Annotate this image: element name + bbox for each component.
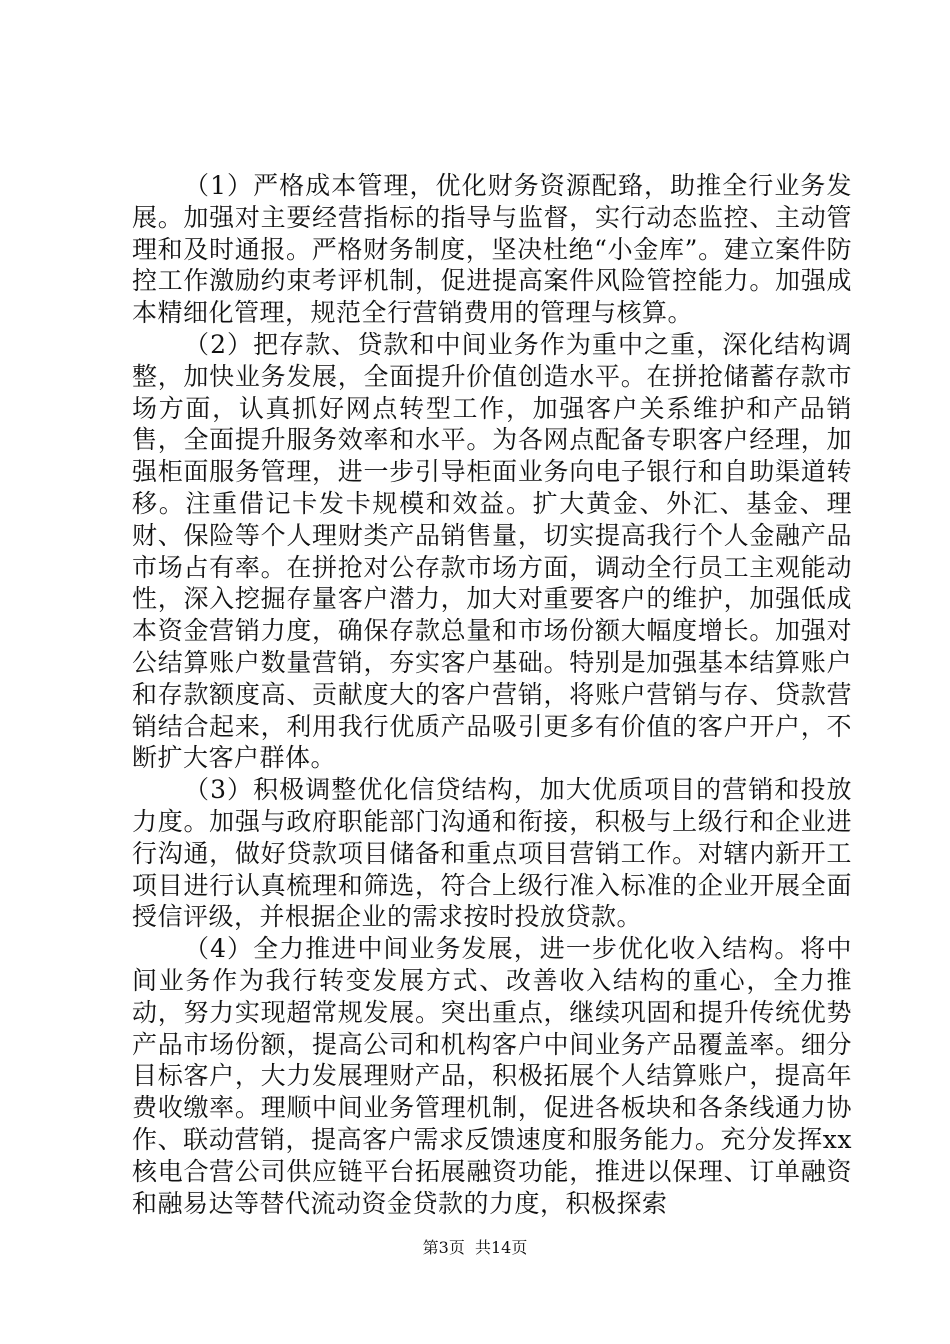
paragraph-2: （2）把存款、贷款和中间业务作为重中之重，深化结构调整，加快业务发展，全面提升价值创造水平。在拼抢储蓄存款市场方面，认真抓好网点转型工作，加强客户关系维护和产品销售，全面提升服务效率和水平。为各网点配备专职客户经理，加强柜面服务管理，进一步引导柜面业务向电子银行和自助渠道转移。注重借记卡发卡规模和效益。扩大黄金、外汇、基金、理财、保险等个人理财类产品销售量，切实提高我行个人金融产品市场占有率。在拼抢对公存款市场方面，调动全行员工主观能动性，深入挖掘存量客户潜力，加大对重要客户的维护，加强低成本资金营销力度，确保存款总量和市场份额大幅度增长。加强对公结算账户数量营销，夯实客户基础。特别是加强基本结算账户和存款额度高、贡献度大的客户营销，将账户营销与存、贷款营销结合起来，利用我行优质产品吸引更多有价值的客户开户，不断扩大客户群体。 [132, 329, 852, 773]
document-body [132, 170, 852, 1219]
paragraph-4: （4）全力推进中间业务发展，进一步优化收入结构。将中间业务作为我行转变发展方式、改善收入结构的重心，全力推动，努力实现超常规发展。突出重点，继续巩固和提升传统优势产品市场份额，提高公司和机构客户中间业务产品覆盖率。细分目标客户，大力发展理财产品，积极拓展个人结算账户，提高年费收缴率。理顺中间业务管理机制，促进各板块和各条线通力协作、联动营销，提高客户需求反馈速度和服务能力。充分发挥xx核电合营公司供应链平台拓展融资功能，推进以保理、订单融资和融易达等替代流动资金贷款的力度，积极探索 [132, 934, 852, 1218]
page-number: 第3页 共14页 [422, 1238, 528, 1257]
page-footer [0, 1238, 950, 1258]
paragraph-3: （3）积极调整优化信贷结构，加大优质项目的营销和投放力度。加强与政府职能部门沟通和衔接，积极与上级行和企业进行沟通，做好贷款项目储备和重点项目营销工作。对辖内新开工项目进行认真梳理和筛选，符合上级行准入标准的企业开展全面授信评级，并根据企业的需求按时投放贷款。 [132, 775, 852, 932]
paragraph-1: （1）严格成本管理，优化财务资源配臵，助推全行业务发展。加强对主要经营指标的指导与监督，实行动态监控、主动管理和及时通报。严格财务制度，坚决杜绝“小金库”。建立案件防控工作激励约束考评机制，促进提高案件风险管控能力。加强成本精细化管理，规范全行营销费用的管理与核算。 [132, 171, 852, 328]
